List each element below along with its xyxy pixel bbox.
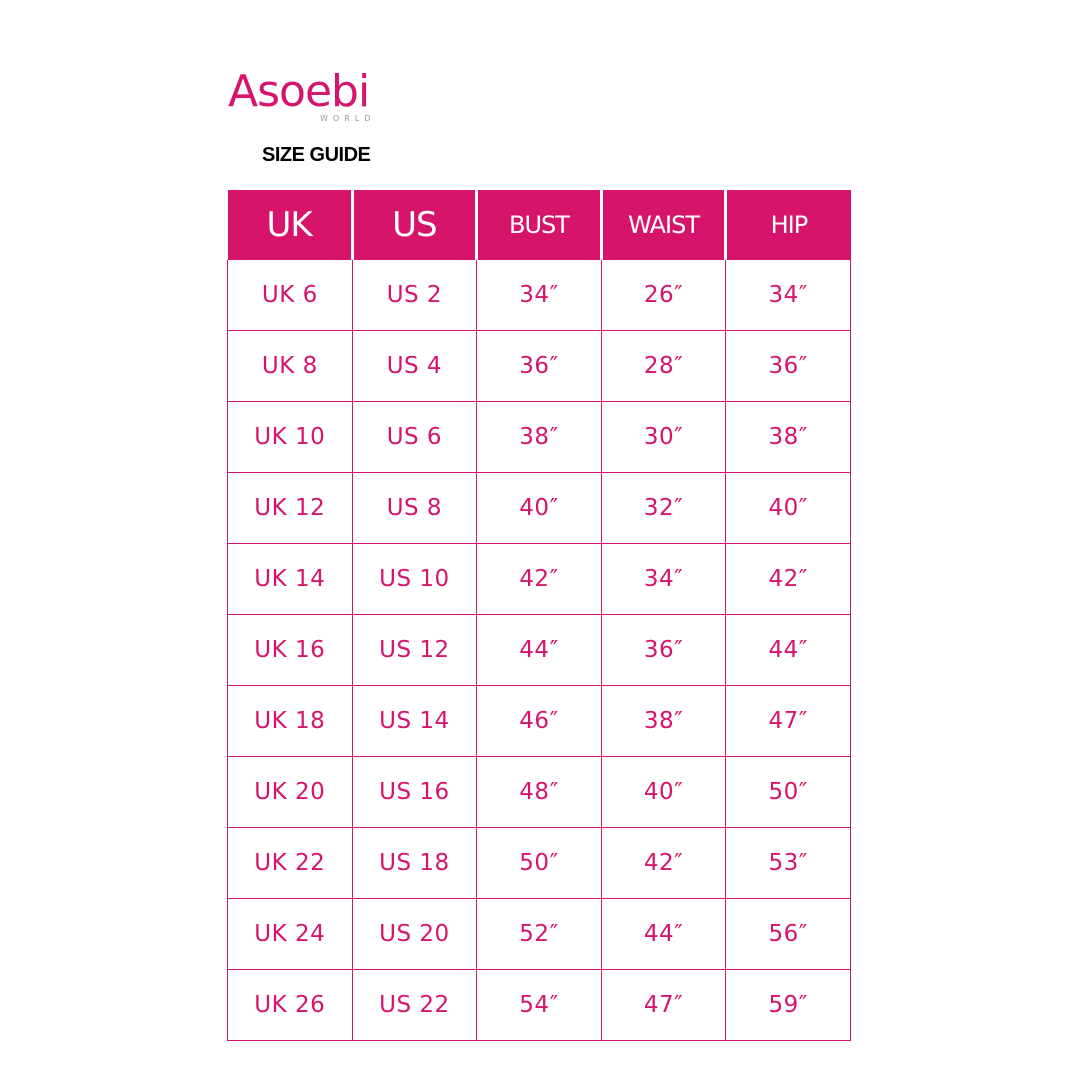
hip-cell: 44″ bbox=[726, 615, 851, 686]
uk-cell: UK 8 bbox=[228, 331, 353, 402]
us-cell: US 20 bbox=[352, 899, 477, 970]
page-title: SIZE GUIDE bbox=[262, 144, 371, 166]
us-cell: US 8 bbox=[352, 473, 477, 544]
table-row bbox=[228, 402, 851, 473]
us-cell: US 12 bbox=[352, 615, 477, 686]
size-table bbox=[227, 190, 851, 1041]
uk-cell: UK 18 bbox=[228, 686, 353, 757]
table-row bbox=[228, 899, 851, 970]
bust-cell: 42″ bbox=[477, 544, 602, 615]
waist-cell: 36″ bbox=[601, 615, 726, 686]
hip-cell: 38″ bbox=[726, 402, 851, 473]
us-cell: US 4 bbox=[352, 331, 477, 402]
waist-cell: 47″ bbox=[601, 970, 726, 1041]
hip-cell: 34″ bbox=[726, 260, 851, 331]
uk-cell: UK 22 bbox=[228, 828, 353, 899]
brand-logo bbox=[228, 66, 388, 126]
bust-cell: 52″ bbox=[477, 899, 602, 970]
table-row bbox=[228, 544, 851, 615]
header-waist: WAIST bbox=[601, 190, 726, 260]
uk-cell: UK 20 bbox=[228, 757, 353, 828]
table-row bbox=[228, 615, 851, 686]
hip-cell: 42″ bbox=[726, 544, 851, 615]
header-us: US bbox=[352, 190, 477, 260]
hip-cell: 50″ bbox=[726, 757, 851, 828]
us-cell: US 2 bbox=[352, 260, 477, 331]
waist-cell: 28″ bbox=[601, 331, 726, 402]
us-cell: US 10 bbox=[352, 544, 477, 615]
table-row bbox=[228, 331, 851, 402]
uk-cell: UK 26 bbox=[228, 970, 353, 1041]
uk-cell: UK 10 bbox=[228, 402, 353, 473]
bust-cell: 54″ bbox=[477, 970, 602, 1041]
table-row bbox=[228, 970, 851, 1041]
hip-cell: 36″ bbox=[726, 331, 851, 402]
bust-cell: 34″ bbox=[477, 260, 602, 331]
header-hip: HIP bbox=[726, 190, 851, 260]
bust-cell: 36″ bbox=[477, 331, 602, 402]
table-header bbox=[228, 190, 851, 260]
table-row bbox=[228, 828, 851, 899]
us-cell: US 22 bbox=[352, 970, 477, 1041]
us-cell: US 16 bbox=[352, 757, 477, 828]
waist-cell: 32″ bbox=[601, 473, 726, 544]
hip-cell: 40″ bbox=[726, 473, 851, 544]
bust-cell: 46″ bbox=[477, 686, 602, 757]
table-row bbox=[228, 473, 851, 544]
brand-name: Asoebi bbox=[228, 66, 370, 117]
waist-cell: 42″ bbox=[601, 828, 726, 899]
table-row bbox=[228, 260, 851, 331]
header-bust: BUST bbox=[477, 190, 602, 260]
uk-cell: UK 6 bbox=[228, 260, 353, 331]
bust-cell: 38″ bbox=[477, 402, 602, 473]
brand-sub: WORLD bbox=[320, 114, 376, 123]
waist-cell: 30″ bbox=[601, 402, 726, 473]
uk-cell: UK 12 bbox=[228, 473, 353, 544]
uk-cell: UK 16 bbox=[228, 615, 353, 686]
header-row bbox=[228, 190, 851, 260]
hip-cell: 47″ bbox=[726, 686, 851, 757]
waist-cell: 40″ bbox=[601, 757, 726, 828]
bust-cell: 50″ bbox=[477, 828, 602, 899]
header-uk: UK bbox=[228, 190, 353, 260]
us-cell: US 18 bbox=[352, 828, 477, 899]
bust-cell: 44″ bbox=[477, 615, 602, 686]
hip-cell: 56″ bbox=[726, 899, 851, 970]
uk-cell: UK 14 bbox=[228, 544, 353, 615]
us-cell: US 14 bbox=[352, 686, 477, 757]
waist-cell: 44″ bbox=[601, 899, 726, 970]
us-cell: US 6 bbox=[352, 402, 477, 473]
hip-cell: 59″ bbox=[726, 970, 851, 1041]
table-body bbox=[228, 260, 851, 1041]
hip-cell: 53″ bbox=[726, 828, 851, 899]
bust-cell: 40″ bbox=[477, 473, 602, 544]
table-row bbox=[228, 686, 851, 757]
table-row bbox=[228, 757, 851, 828]
waist-cell: 26″ bbox=[601, 260, 726, 331]
waist-cell: 34″ bbox=[601, 544, 726, 615]
bust-cell: 48″ bbox=[477, 757, 602, 828]
uk-cell: UK 24 bbox=[228, 899, 353, 970]
waist-cell: 38″ bbox=[601, 686, 726, 757]
